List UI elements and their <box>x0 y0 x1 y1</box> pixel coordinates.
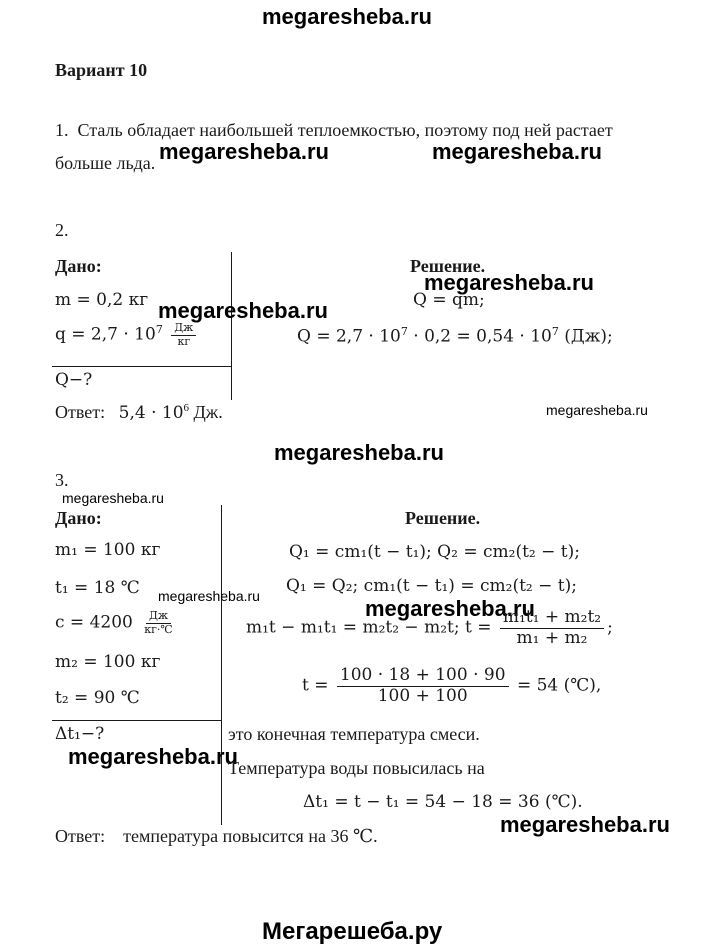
task3-given-m2: m₂ = 100 кг <box>55 652 161 672</box>
task3-given-find: Δt₁−? <box>55 724 105 744</box>
task3-solution-line2: Q₁ = Q₂; cm₁(t − t₁) = cm₂(t₂ − t); <box>286 576 577 596</box>
task3-answer-text: температура повысится на 36 ℃. <box>123 826 378 846</box>
task3-line4-left: t = <box>302 675 329 696</box>
task2-answer-b: Дж. <box>189 402 223 422</box>
task2-solution-calc <box>297 325 613 347</box>
task2-answer-label: Ответ: <box>55 402 106 422</box>
watermark-9: megaresheba.ru <box>365 596 535 621</box>
task2-answer-a: 5,4 · 10 <box>118 403 184 423</box>
watermark-11: megaresheba.ru <box>500 812 670 837</box>
watermark-7: megaresheba.ru <box>62 490 164 506</box>
task3-given-c-unit-num: Дж <box>146 610 171 624</box>
task3-given-t2: t₂ = 90 ℃ <box>55 688 140 708</box>
task2-divider-horizontal <box>52 366 232 367</box>
task2-calc-a: Q = 2,7 · 10 <box>297 326 401 347</box>
task2-solution-label: Решение. <box>410 256 486 276</box>
task3-given-t1: t₁ = 18 ℃ <box>55 578 140 598</box>
task2-answer <box>55 402 223 423</box>
task2-given-m: m = 0,2 кг <box>55 290 149 310</box>
task2-given-label: Дано: <box>55 256 102 276</box>
watermark-6: megaresheba.ru <box>274 440 444 465</box>
watermark-top: megaresheba.ru <box>262 4 432 29</box>
watermark-bottom: Мегарешеба.ру <box>262 918 443 945</box>
task2-given-q-prefix: q = 2,7 · 10 <box>55 324 156 345</box>
watermark-1: megaresheba.ru <box>159 139 329 164</box>
task3-line3-left: m₁t − m₁t₁ = m₂t₂ − m₂t; t = <box>246 617 492 638</box>
task3-solution-text1: это конечная температура смеси. <box>228 724 480 744</box>
task3-divider-vertical <box>221 505 222 825</box>
task2-given-q-unit-num: Дж <box>171 322 196 336</box>
watermark-3: megaresheba.ru <box>158 298 328 323</box>
task3-given-m1: m₁ = 100 кг <box>55 540 161 560</box>
task3-line4-num: 100 · 18 + 100 · 90 <box>337 666 509 687</box>
task3-line4-den: 100 + 100 <box>377 685 468 706</box>
task3-divider-horizontal <box>52 720 222 721</box>
watermark-4: megaresheba.ru <box>424 270 594 295</box>
task2-solution-formula: Q = qm; <box>413 290 485 310</box>
variant-heading: Вариант 10 <box>55 60 148 80</box>
task3-given-c-unit <box>141 610 175 636</box>
task1-text-line1 <box>55 120 613 141</box>
task2-calc-exp1: 7 <box>400 325 408 338</box>
task2-answer-exp: 6 <box>183 402 190 414</box>
task3-solution-line4 <box>302 666 601 706</box>
task2-calc-exp2: 7 <box>551 325 559 338</box>
task3-answer-label: Ответ: <box>55 826 106 846</box>
task3-given-c-unit-den: кг·℃ <box>144 622 173 636</box>
task2-given-q <box>55 322 199 348</box>
task3-line3-den: m₁ + m₂ <box>516 627 588 648</box>
task3-solution-line1: Q₁ = cm₁(t − t₁); Q₂ = cm₂(t₂ − t); <box>289 542 580 562</box>
task2-given-q-unit-den: кг <box>177 334 191 348</box>
task2-given-q-unit <box>171 322 196 348</box>
task2-divider-vertical <box>231 252 232 400</box>
task2-calc-c: (Дж); <box>558 326 613 347</box>
task3-line4-fraction <box>337 666 509 706</box>
task2-given-find: Q−? <box>55 370 93 390</box>
task3-line3-end: ; <box>607 617 613 638</box>
task3-line3-fraction <box>500 608 604 648</box>
watermark-8: megaresheba.ru <box>158 588 260 604</box>
task2-given-q-exp: 7 <box>155 322 163 336</box>
task2-calc-b: · 0,2 = 0,54 · 10 <box>407 326 552 347</box>
task3-solution-line3 <box>246 608 613 648</box>
task1-number: 1. <box>55 120 69 140</box>
task3-solution-label: Решение. <box>405 508 481 528</box>
task3-solution-text2: Температура воды повысилась на <box>228 758 485 778</box>
task1-line2: больше льда. <box>55 153 156 173</box>
task1-line1: Сталь обладает наибольшей теплоемкостью, поэтому под ней растает <box>77 120 613 140</box>
task3-given-c <box>55 610 179 636</box>
task3-number: 3. <box>55 470 69 490</box>
watermark-10: megaresheba.ru <box>68 744 238 769</box>
task3-given-label: Дано: <box>55 508 102 528</box>
task2-number: 2. <box>55 220 69 240</box>
task3-answer <box>55 826 378 847</box>
watermark-5: megaresheba.ru <box>546 402 648 418</box>
task3-line4-right: = 54 (℃), <box>516 675 602 696</box>
task3-given-c-prefix: c = 4200 <box>55 612 133 633</box>
task3-solution-line5: Δt₁ = t − t₁ = 54 − 18 = 36 (℃). <box>303 792 583 812</box>
watermark-2: megaresheba.ru <box>432 139 602 164</box>
task3-line3-num: m₁t₁ + m₂t₂ <box>500 608 604 629</box>
